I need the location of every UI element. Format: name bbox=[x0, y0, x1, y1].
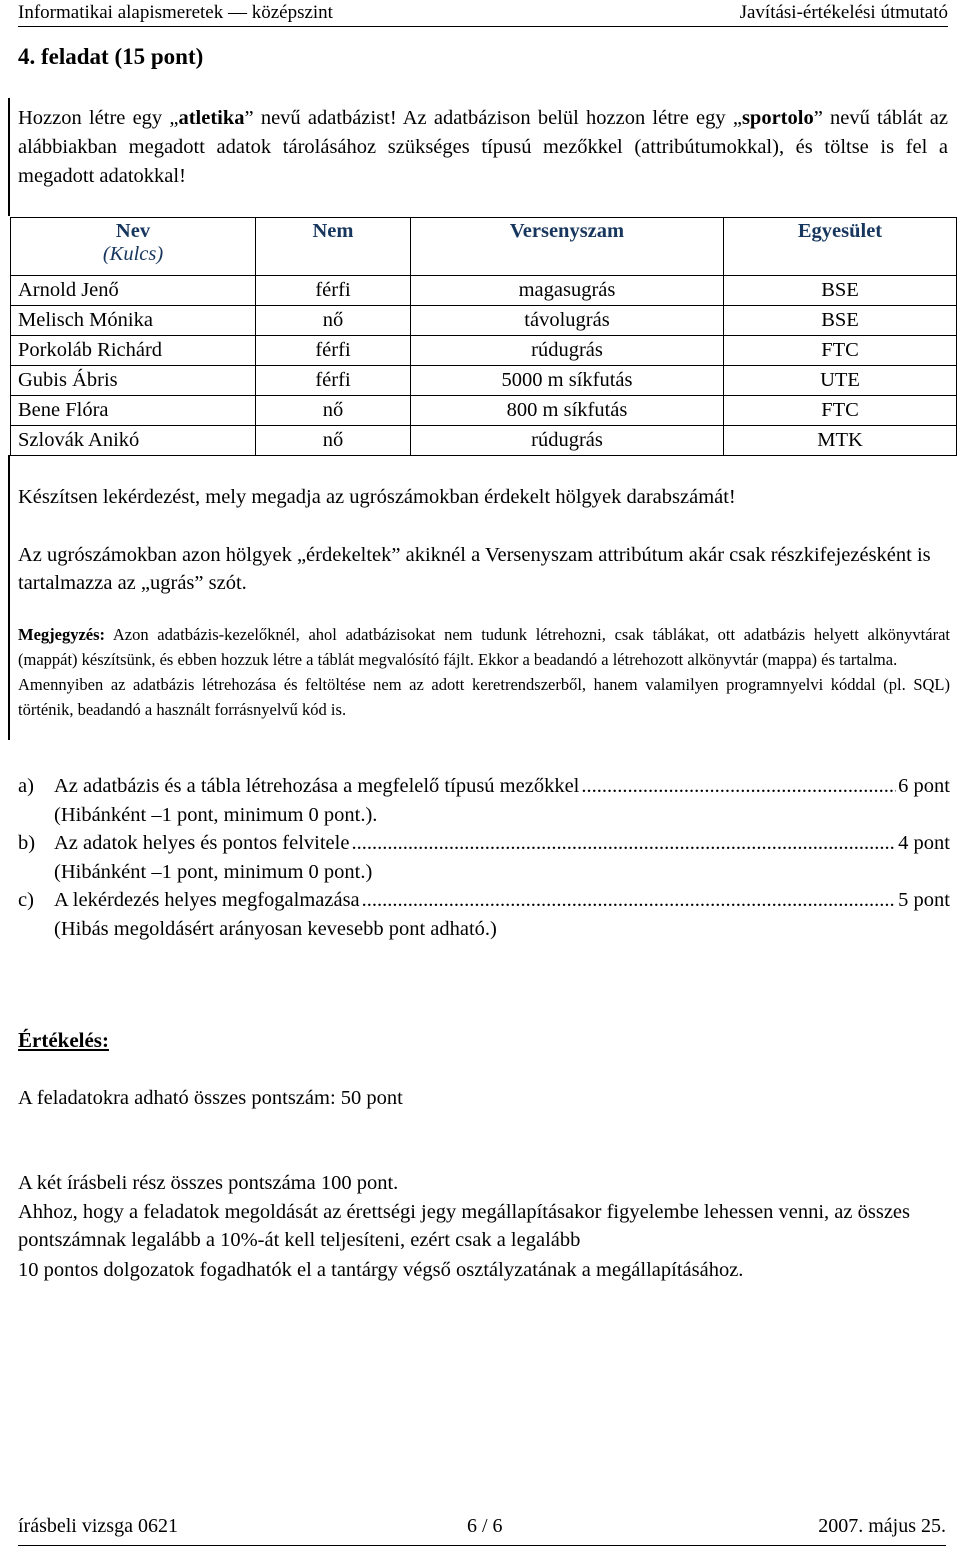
item-points: 4 pont bbox=[898, 832, 950, 854]
column-header-nev: Nev (Kulcs) bbox=[11, 218, 256, 276]
item-text: Az adatbázis és a tábla létrehozása a megfelelő típusú mezőkkel bbox=[54, 775, 580, 797]
query-task: Készítsen lekérdezést, mely megadja az ugrószámokban érdekelt hölgyek darabszámát! bbox=[18, 486, 736, 508]
table-name: sportolo bbox=[741, 107, 814, 129]
cell-nem: nő bbox=[256, 396, 411, 426]
footer-date: 2007. május 25. bbox=[818, 1515, 946, 1537]
cell-versenyszam: magasugrás bbox=[411, 276, 724, 306]
table-row bbox=[11, 306, 957, 336]
cell-nev: Melisch Mónika bbox=[11, 306, 256, 336]
dot-leader bbox=[351, 829, 896, 858]
cell-versenyszam: 800 m síkfutás bbox=[411, 396, 724, 426]
cell-egyesulet: FTC bbox=[724, 336, 957, 366]
evaluation-title: Értékelés: bbox=[18, 1028, 109, 1052]
cell-egyesulet: BSE bbox=[724, 306, 957, 336]
footer-exam: írásbeli vizsga 0621 bbox=[18, 1515, 178, 1537]
scoring-item-c bbox=[18, 886, 950, 915]
cell-nem: férfi bbox=[256, 366, 411, 396]
intro-text: Hozzon létre egy „ bbox=[18, 107, 179, 129]
scoring-item-a bbox=[18, 772, 950, 801]
margin-bar bbox=[8, 455, 10, 740]
cell-nem: férfi bbox=[256, 276, 411, 306]
cell-versenyszam: távolugrás bbox=[411, 306, 724, 336]
cell-egyesulet: UTE bbox=[724, 366, 957, 396]
header-subject: Informatikai alapismeretek — középszint bbox=[18, 2, 333, 23]
item-points: 6 pont bbox=[898, 775, 950, 797]
cell-nev: Arnold Jenő bbox=[11, 276, 256, 306]
cell-nem: férfi bbox=[256, 336, 411, 366]
item-marker: b) bbox=[18, 832, 36, 854]
cell-nem: nő bbox=[256, 306, 411, 336]
evaluation-total-exam: A két írásbeli rész összes pontszáma 100 pont. bbox=[18, 1172, 399, 1194]
page-header bbox=[18, 0, 948, 27]
scoring-list bbox=[18, 772, 950, 943]
item-subnote: (Hibás megoldásért arányosan kevesebb pont adható.) bbox=[54, 917, 497, 940]
intro-text: ” nevű táblát az alábbiakban megadott adatok tárolásához szükséges típusú mezőkkel (attribútumokkal), és töltse is fel a megadott adatokkal! bbox=[18, 107, 948, 187]
table-header-row bbox=[11, 218, 957, 276]
table-row bbox=[11, 396, 957, 426]
item-marker: a) bbox=[18, 775, 34, 797]
cell-versenyszam: 5000 m síkfutás bbox=[411, 366, 724, 396]
query-explanation: Az ugrószámokban azon hölgyek „érdekeltek” akiknél a Versenyszam attribútum akár csak részkifejezésként is tartalmazza az „ugrás” szót. bbox=[18, 544, 931, 594]
item-subnote: (Hibánként –1 pont, minimum 0 pont.). bbox=[54, 803, 378, 826]
table-row bbox=[11, 366, 957, 396]
cell-versenyszam: rúdugrás bbox=[411, 336, 724, 366]
item-marker: c) bbox=[18, 889, 34, 911]
note-block bbox=[18, 622, 950, 722]
table-row bbox=[11, 426, 957, 456]
cell-nev: Bene Flóra bbox=[11, 396, 256, 426]
cell-egyesulet: BSE bbox=[724, 276, 957, 306]
dot-leader bbox=[362, 886, 897, 915]
item-points: 5 pont bbox=[898, 889, 950, 911]
cell-nev: Gubis Ábris bbox=[11, 366, 256, 396]
column-header-egyesulet: Egyesület bbox=[724, 218, 957, 276]
item-subnote: (Hibánként –1 pont, minimum 0 pont.) bbox=[54, 860, 373, 883]
task-title: 4. feladat (15 pont) bbox=[18, 44, 204, 69]
table-row bbox=[11, 276, 957, 306]
item-text: Az adatok helyes és pontos felvitele bbox=[54, 832, 350, 854]
sportolo-table bbox=[10, 217, 957, 456]
database-name: atletika bbox=[178, 107, 245, 129]
page-number: 6 / 6 bbox=[467, 1515, 503, 1537]
header-doc-type: Javítási-értékelési útmutató bbox=[739, 2, 948, 23]
cell-nem: nő bbox=[256, 426, 411, 456]
cell-egyesulet: MTK bbox=[724, 426, 957, 456]
column-header-versenyszam: Versenyszam bbox=[411, 218, 724, 276]
scoring-item-b bbox=[18, 829, 950, 858]
intro-text: ” nevű adatbázist! Az adatbázison belül hozzon létre egy „ bbox=[244, 107, 742, 129]
note-paragraph: Amennyiben az adatbázis létrehozása és feltöltése nem az adott keretrendszerből, hanem valamilyen programnyelvi kóddal (pl. SQL) történik, beadandó a használt forrásnyelvű kód is. bbox=[18, 675, 950, 719]
dot-leader bbox=[581, 772, 896, 801]
note-paragraph: Megjegyzés: Azon adatbázis-kezelőknél, ahol adatbázisokat nem tudunk létrehozni, csak táblákat, ott adatbázis helyett alkönyvtárat (mappát) készítsünk, és ebben hozzuk létre a táblát megvalósító fájlt. Ekkor a beadandó a létrehozott alkönyvtár (mappa) és tartalma. bbox=[18, 625, 950, 669]
cell-nev: Szlovák Anikó bbox=[11, 426, 256, 456]
column-header-nem: Nem bbox=[256, 218, 411, 276]
item-text: A lekérdezés helyes megfogalmazása bbox=[54, 889, 360, 911]
note-label: Megjegyzés: bbox=[18, 625, 106, 644]
table-row bbox=[11, 336, 957, 366]
evaluation-rule: Ahhoz, hogy a feladatok megoldását az érettségi jegy megállapításakor figyelembe lehessen venni, az összes pontszámnak legalább a 10%-át kell teljesíteni, ezért csak a legalább bbox=[18, 1201, 910, 1251]
margin-bar bbox=[8, 98, 10, 216]
evaluation-total-task: A feladatokra adható összes pontszám: 50 pont bbox=[18, 1087, 403, 1109]
page-footer bbox=[18, 1515, 946, 1546]
task-intro bbox=[18, 104, 948, 191]
cell-nev: Porkoláb Richárd bbox=[11, 336, 256, 366]
cell-egyesulet: FTC bbox=[724, 396, 957, 426]
cell-versenyszam: rúdugrás bbox=[411, 426, 724, 456]
evaluation-rule-cont: 10 pontos dolgozatok fogadhatók el a tantárgy végső osztályzatának a megállapításához. bbox=[18, 1259, 744, 1281]
key-note: (Kulcs) bbox=[102, 243, 164, 265]
